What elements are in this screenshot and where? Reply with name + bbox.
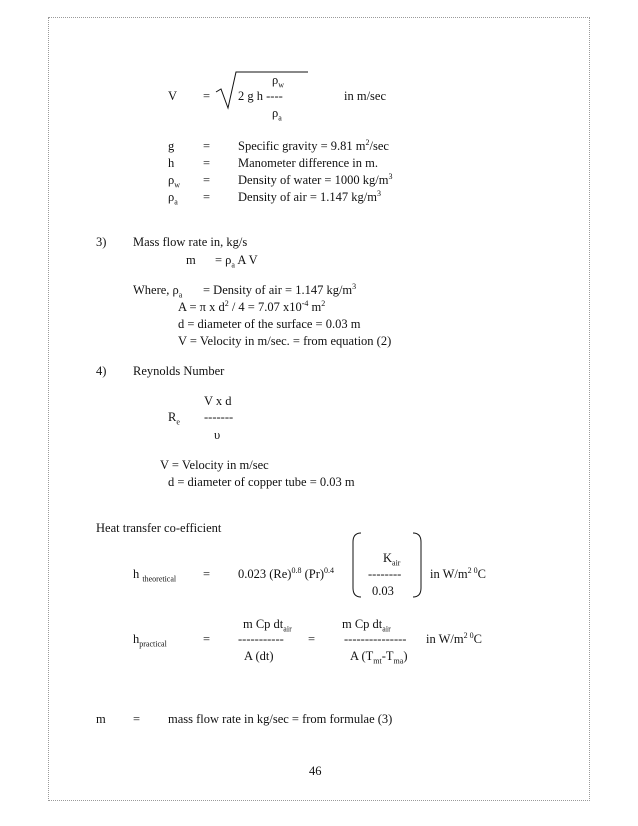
k-dash: -------- [368,567,402,581]
mass-note-desc: mass flow rate in kg/sec = from formulae (3) [168,712,393,726]
page-border [48,17,590,801]
re-denominator: υ [214,428,221,442]
var-rho-a-sym: $\rho_a$ [168,190,178,207]
var-rho-w-eq: = [203,173,211,187]
var-rho-w-desc: Density of water = 1000 $kg/m^3$ [238,171,393,187]
heat-transfer-title: Heat transfer co-efficient [96,521,222,535]
section4-number: 4) [96,364,107,378]
re-symbol: $R_e$ [168,410,180,427]
h-practical-eq: = [203,632,211,646]
velocity-lhs: V [168,89,178,103]
h-practical-unit: in $W/m^{2 0}C$ [426,630,482,646]
section3-area: A = π x $d^2 / 4 = 7.07$ $x10^{-4}$ $m^2$ [178,298,326,314]
section3-formula-rhs: = $\rho_a$ A V [215,253,258,270]
left-bracket-icon [352,532,362,598]
rho-a: $\rho_a$ [272,106,282,123]
section4-diameter: d = diameter of copper tube = 0.03 m [168,475,355,489]
frac1-dash: ----------- [238,632,284,646]
velocity-unit: in m/sec [344,89,387,103]
rho-w: $\rho_w$ [272,73,285,90]
var-g-sym: g [168,139,175,153]
page-number: 46 [309,764,322,778]
velocity-equals: = [203,89,211,103]
var-g-eq: = [203,139,211,153]
frac1-numerator: m Cp $dt_{air}$ [243,617,292,634]
var-rho-w-sym: $\rho_w$ [168,173,181,190]
var-rho-a-desc: Density of air = 1.147 $kg/m^3$ [238,188,381,204]
velocity-numerator: 2 g h ---- [238,89,283,103]
section3-number: 3) [96,235,107,249]
h-theoretical: h $_{theoretical}$ [133,567,177,584]
section3-diameter: d = diameter of the surface = 0.03 m [178,317,361,331]
h-theoretical-expr: 0.023 $(Re)^{0.8}$ $(Pr)^{0.4}$ [238,565,335,581]
section3-title: Mass flow rate in, kg/s [133,235,248,249]
var-h-desc: Manometer difference in m. [238,156,378,170]
re-dash: ------- [204,410,234,424]
var-g-desc: Specific gravity = 9.81 $m^2/\sec$ [238,137,389,153]
frac2-numerator: m Cp $dt_{air}$ [342,617,391,634]
section4-title: Reynolds Number [133,364,225,378]
h-theoretical-eq: = [203,567,211,581]
right-bracket-icon [412,532,422,598]
h-practical-eq2: = [308,632,316,646]
k-denominator: 0.03 [372,584,394,598]
section3-formula-lhs: m [186,253,196,267]
section3-where: Where, $\rho_a$ [133,283,183,300]
mass-note-sym: m [96,712,106,726]
re-numerator: V x d [204,394,232,408]
var-rho-a-eq: = [203,190,211,204]
section3-where-desc: = Density of air = 1.147 $kg/m^3$ [203,281,357,297]
section4-velocity: V = Velocity in m/sec [160,458,269,472]
k-air: $K_{air}$ [383,551,401,568]
h-practical: $h_{practical}$ [133,632,167,649]
h-theoretical-unit: in $W/m^{2 0}C$ [430,565,486,581]
var-h-sym: h [168,156,175,170]
frac1-denominator: A (dt) [244,649,274,663]
var-h-eq: = [203,156,211,170]
mass-note-eq: = [133,712,141,726]
frac2-dash: --------------- [344,632,407,646]
section3-velocity: V = Velocity in m/sec. = from equation (2) [178,334,392,348]
frac2-denominator: A $(T_{mt}-T_{ma})$ [350,649,408,666]
